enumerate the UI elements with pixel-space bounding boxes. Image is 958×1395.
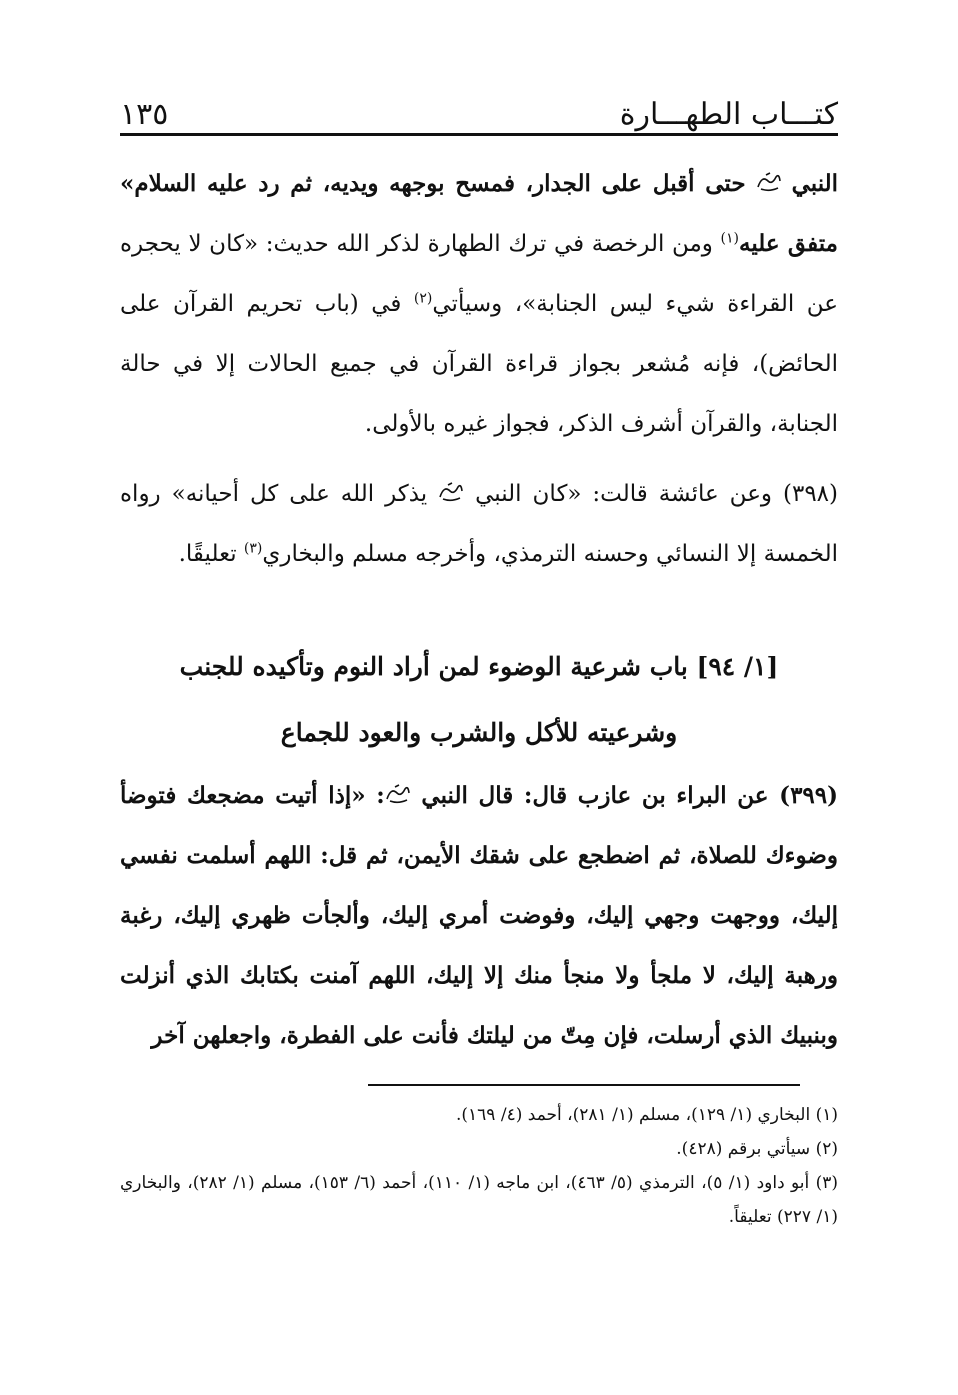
main-text	[120, 154, 838, 1066]
text-run: في (باب تحريم القرآن على الحائض)، فإنه مُشعر بجواز قراءة القرآن في جميع الحالات إلا في حالة الجنابة، والقرآن أشرف الذكر، فجواز غيره بالأولى.	[120, 291, 838, 437]
text-run: حتى أقبل على الجدار، فمسح بوجهه ويديه، ثم رد عليه السلام» متفق عليه	[120, 170, 838, 257]
text-run: : «إذا أتيت مضجعك فتوضأ وضوءك للصلاة، ثم اضطجع على شقك الأيمن، ثم قل: اللهم أسلمت نفسي إليك، ووجهت وجهي إليك، وفوضت أمري إليك، وألجأت ظهري إليك، رغبة ورهبة إليك، لا ملجأ ولا منجأ منك إلا إليك، اللهم آمنت بكتابك الذي أنزلت وبنبيك الذي أرسلت، فإن مِتّ من ليلتك فأنت على الفطرة، واجعلهن آخر	[120, 782, 838, 1049]
text-run: (٣٩٩) عن البراء بن عازب قال: قال النبي	[421, 782, 839, 809]
text-run: النبي	[791, 170, 839, 197]
footnote-1: (١) البخاري (١/ ١٢٩)، مسلم (١/ ٢٨١)، أحمد (٤/ ١٦٩).	[456, 1105, 838, 1125]
paragraph-398	[120, 464, 838, 584]
paragraph-1	[120, 154, 838, 454]
footnote-separator	[368, 1084, 800, 1086]
footnote-3: (٣) أبو داود (١/ ٥)، الترمذي (٥/ ٤٦٣)، ابن ماجه (١/ ١١٠)، أحمد (٦/ ١٥٣)، مسلم (١/ ٢٨٢)، والبخاري (١/ ٢٢٧) تعليقاً.	[120, 1173, 838, 1227]
text-run: (٣٩٨) وعن عائشة قالت: «كان النبي	[475, 481, 839, 507]
chapter-heading	[120, 634, 838, 766]
footnote-ref-1[interactable]: (١)	[720, 230, 739, 247]
footnote-ref-2[interactable]: (٢)	[413, 290, 433, 307]
running-title: كتـــاب الطهـــارة	[619, 97, 838, 132]
page-header	[120, 96, 838, 136]
text-run: ومن الرخصة في ترك الطهارة لذكر الله حديث: «كان لا يحجره عن القراءة شيء ليس الجنابة»، وسيأتي	[120, 231, 838, 317]
salla-allahu-alayhi-wa-sallam-icon	[756, 156, 782, 178]
footnotes	[120, 1098, 838, 1234]
text-run: يذكر الله على كل أحيانه» رواه الخمسة إلا النسائي وحسنه الترمذي، وأخرجه مسلم والبخاري	[120, 481, 838, 567]
chapter-heading-line-2: وشرعيته للأكل والشرب والعود للجماع	[280, 718, 678, 747]
page-number: ١٣٥	[120, 97, 169, 132]
text-run: تعليقًا.	[178, 541, 237, 567]
salla-allahu-alayhi-wa-sallam-icon	[385, 768, 411, 790]
footnote-2: (٢) سيأتي برقم (٤٢٨).	[676, 1139, 838, 1159]
paragraph-399	[120, 766, 838, 1066]
salla-allahu-alayhi-wa-sallam-icon	[438, 466, 464, 488]
chapter-heading-line-1: [١/ ٩٤] باب شرعية الوضوء لمن أراد النوم وتأكيده للجنب	[179, 652, 779, 681]
footnote-ref-3[interactable]: (٣)	[243, 540, 263, 557]
